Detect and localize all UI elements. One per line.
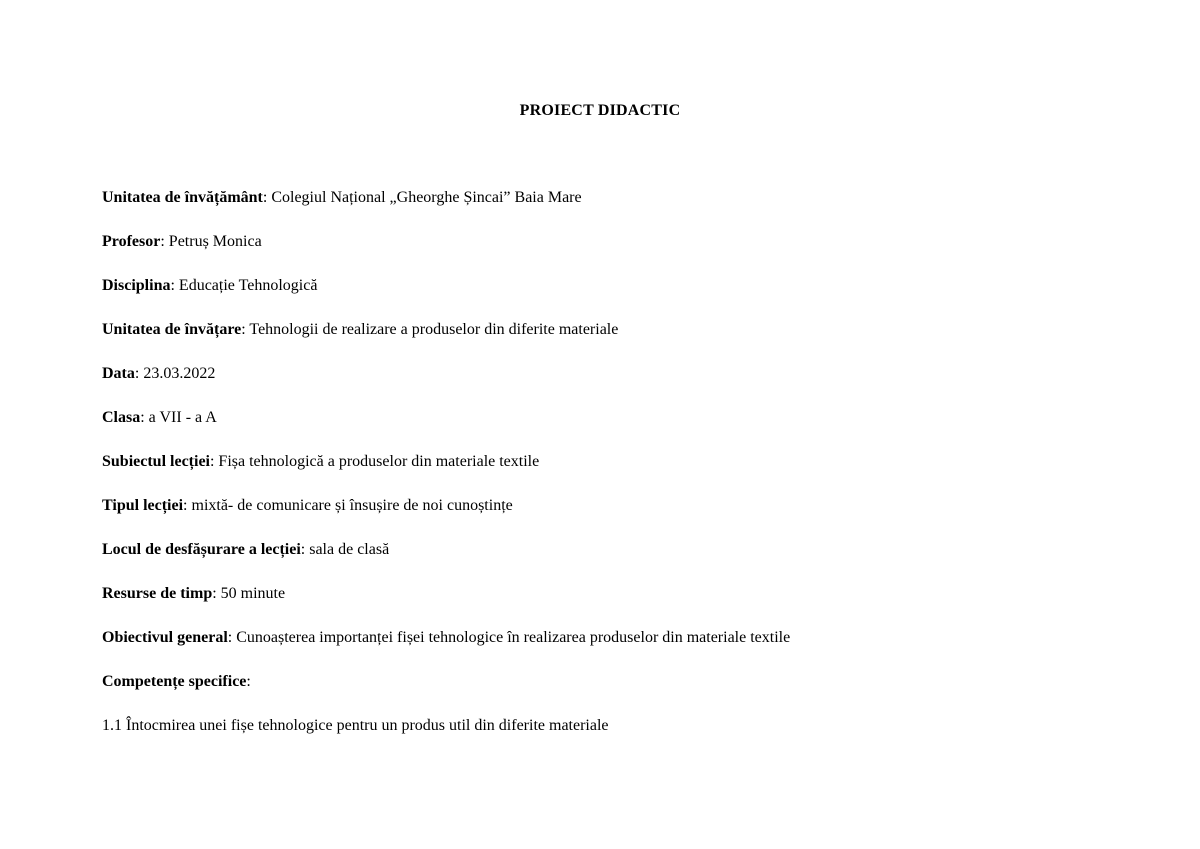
field-locul-de-desfasurare xyxy=(102,540,1102,560)
field-value: : 23.03.2022 xyxy=(134,365,216,382)
field-obiectivul-general xyxy=(102,628,1102,648)
field-label: Locul de desfășurare a lecției xyxy=(102,541,301,558)
field-label: Data xyxy=(102,365,135,382)
field-tipul-lectiei xyxy=(102,496,1102,516)
field-unitatea-invatare xyxy=(102,320,1102,340)
field-unitatea-invatamant xyxy=(102,188,1102,208)
field-competente-specifice xyxy=(102,672,1102,692)
field-disciplina xyxy=(102,276,1102,296)
field-value: : mixtă- de comunicare și însușire de noi cunoștințe xyxy=(183,497,513,514)
field-value: : sala de clasă xyxy=(300,541,390,558)
field-label: Disciplina xyxy=(102,277,171,294)
field-value: : Fișa tehnologică a produselor din materiale textile xyxy=(209,453,540,470)
field-profesor xyxy=(102,232,1102,252)
field-label: Profesor xyxy=(102,233,161,250)
field-value: : xyxy=(246,673,251,690)
field-data xyxy=(102,364,1102,384)
field-subiectul-lectiei xyxy=(102,452,1102,472)
field-label: Subiectul lecției xyxy=(102,453,210,470)
field-value: : Cunoașterea importanței fișei tehnologice în realizarea produselor din materiale textile xyxy=(227,629,791,646)
field-label: Tipul lecției xyxy=(102,497,184,514)
field-label: Clasa xyxy=(102,409,141,426)
document-title: PROIECT DIDACTIC xyxy=(519,102,681,119)
field-label: Unitatea de învățare xyxy=(102,321,242,338)
field-label: Resurse de timp xyxy=(102,585,213,602)
field-value: : Educație Tehnologică xyxy=(170,277,318,294)
field-label: Obiectivul general xyxy=(102,629,228,646)
field-label: Unitatea de învățământ xyxy=(102,189,263,206)
field-value: : a VII - a A xyxy=(140,409,217,426)
document-fields xyxy=(102,188,1102,736)
field-value: : Petruș Monica xyxy=(160,233,262,250)
competence-item: 1.1 Întocmirea unei fișe tehnologice pentru un produs util din diferite materiale xyxy=(102,717,609,734)
field-value: : 50 minute xyxy=(212,585,286,602)
field-value: : Colegiul Național „Gheorghe Șincai” Baia Mare xyxy=(262,189,582,206)
field-value: : Tehnologii de realizare a produselor din diferite materiale xyxy=(241,321,619,338)
field-resurse-de-timp xyxy=(102,584,1102,604)
field-clasa xyxy=(102,408,1102,428)
field-label: Competențe specifice xyxy=(102,673,247,690)
